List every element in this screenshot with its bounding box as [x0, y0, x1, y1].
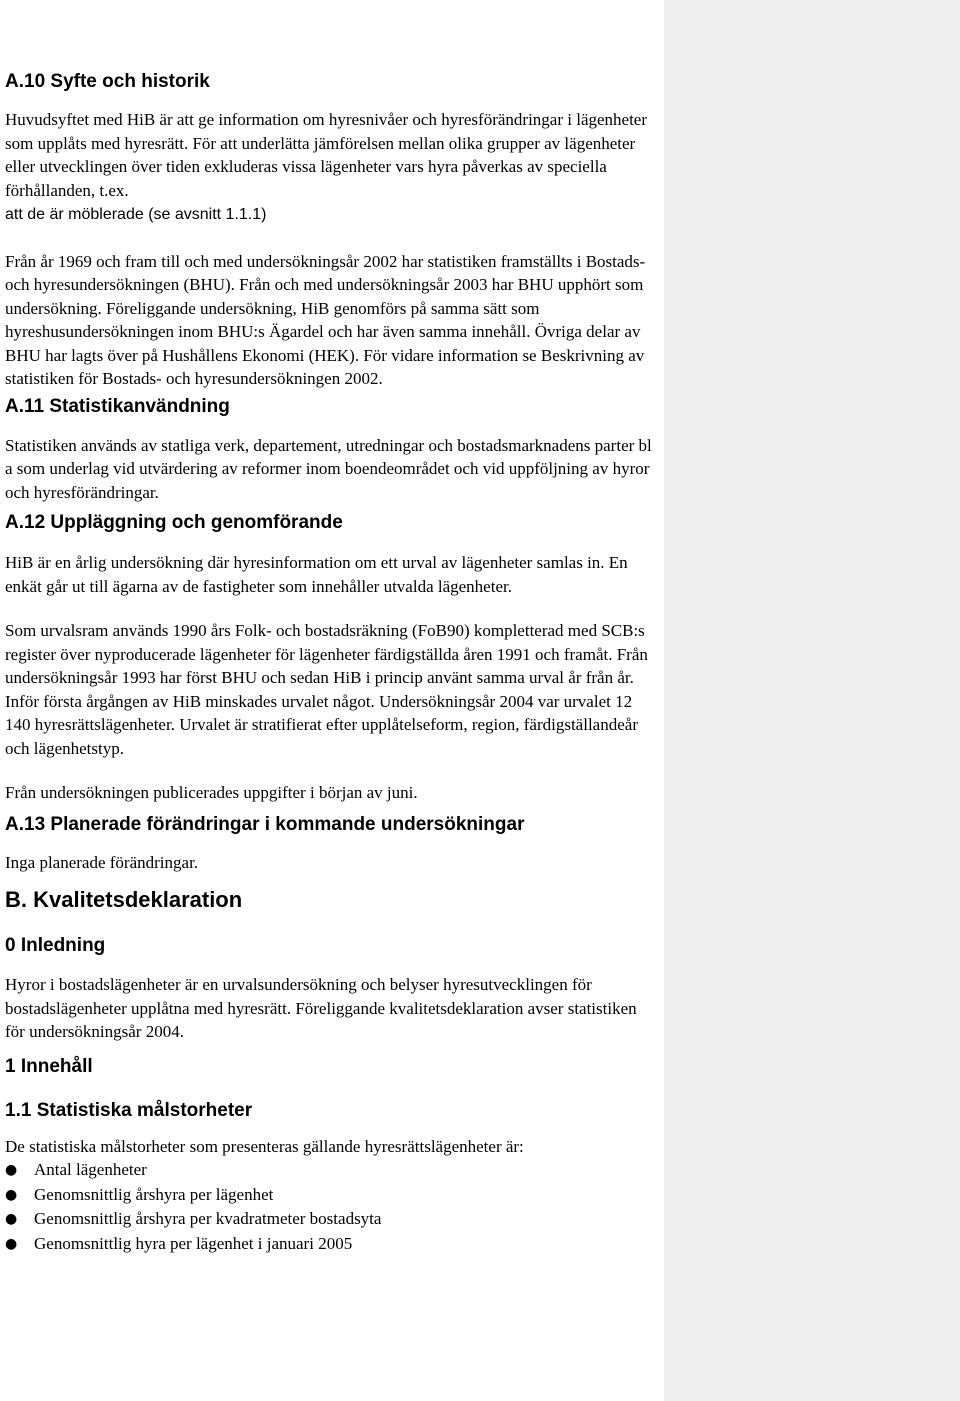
paragraph-a12-3: Från undersökningen publicerades uppgifter i början av juni. — [5, 783, 418, 802]
paragraph-a13-1: Inga planerade förändringar. — [5, 852, 199, 872]
heading-a10: A.10 Syfte och historik — [5, 71, 210, 92]
list-item — [5, 1183, 655, 1208]
comment-margin-panel — [664, 0, 960, 1401]
heading-a13: A.13 Planerade förändringar i kommande undersökningar — [5, 813, 525, 835]
bullet-icon: ● — [5, 1162, 18, 1178]
heading-1-innehall: 1 Innehåll — [5, 1055, 93, 1077]
document-page — [5, 70, 655, 1256]
paragraph-a10-1-sans: att de är möblerade (se avsnitt 1.1.1) — [5, 206, 267, 223]
paragraph-a11-1: Statistiken används av statliga verk, departement, utredningar och bostadsmarknadens parter bl a som underlag vid utvärdering av reformer inom boendeområdet och vid uppföljning av hyror och hyresförändringar. — [5, 435, 652, 502]
list-item-text: Antal lägenheter — [34, 1160, 147, 1179]
heading-1-1: 1.1 Statistiska målstorheter — [5, 1099, 253, 1121]
paragraph-0-1: Hyror i bostadslägenheter är en urvalsundersökning och belyser hyresutvecklingen för bostadslägenheter upplåtna med hyresrätt. Föreliggande kvalitetsdeklaration avser statistiken för undersökningsår 2004. — [5, 975, 637, 1041]
list-item — [5, 1207, 655, 1232]
paragraph-a10-1-serif: Huvudsyftet med HiB är att ge information om hyresnivåer och hyresförändringar i lägenheter som upplåts med hyresrätt. För att underlätta jämförelsen mellan olika grupper av lägenheter eller utvecklingen över tiden exkluderas vissa lägenheter vars hyra påverkas av speciella förhållanden, t.ex. — [5, 110, 648, 200]
bullet-icon: ● — [5, 1211, 18, 1227]
heading-a11: A.11 Statistikanvändning — [5, 395, 230, 417]
paragraph-1-1-1: De statistiska målstorheter som presenteras gällande hyresrättslägenheter är: — [5, 1136, 524, 1156]
bullet-icon: ● — [5, 1186, 18, 1203]
list-item — [5, 1158, 655, 1183]
list-item — [5, 1232, 655, 1257]
paragraph-a12-1: HiB är en årlig undersökning där hyresinformation om ett urval av lägenheter samlas in. En enkät går ut till ägarna av de fastigheter som innehåller utvalda lägenheter. — [5, 553, 628, 596]
paragraph-a10-1 — [5, 108, 655, 227]
list-item-text: Genomsnittlig hyra per lägenhet i januari 2005 — [34, 1233, 353, 1253]
paragraph-a12-2: Som urvalsram används 1990 års Folk- och bostadsräkning (FoB90) kompletterad med SCB:s register över nyproducerade lägenheter för lägenheter färdigställda åren 1991 och framåt. Från undersökningsår 1993 har först BHU och sedan HiB i princip använt samma urval år från år. Inför första årgången av HiB minskades urvalet något. Undersökningsår 2004 var urvalet 12 140 hyresrättslägenheter. Urvalet är stratifierat efter upplåtelseform, region, färdigställandeår och lägenhetstyp. — [5, 621, 648, 758]
list-item-text: Genomsnittlig årshyra per kvadratmeter bostadsyta — [34, 1209, 382, 1228]
heading-0-inledning: 0 Inledning — [5, 935, 106, 956]
heading-b: B. Kvalitetsdeklaration — [5, 887, 243, 912]
heading-a12: A.12 Uppläggning och genomförande — [5, 512, 343, 533]
target-quantities-list — [5, 1158, 655, 1256]
list-item-text: Genomsnittlig årshyra per lägenhet — [34, 1184, 274, 1204]
bullet-icon: ● — [5, 1235, 18, 1252]
paragraph-a10-2: Från år 1969 och fram till och med undersökningsår 2002 har statistiken framställts i Bostads- och hyresundersökningen (BHU). Från och med undersökningsår 2003 har BHU upphört som undersökning. Föreliggande undersökning, HiB genomförs på samma sätt som hyreshusundersökningen inom BHU:s Ägardel och har även samma innehåll. Övriga delar av BHU har lagts över på Hushållens Ekonomi (HEK). För vidare information se Beskrivning av statistiken för Bostads- och hyresundersökningen 2002. — [5, 251, 646, 388]
